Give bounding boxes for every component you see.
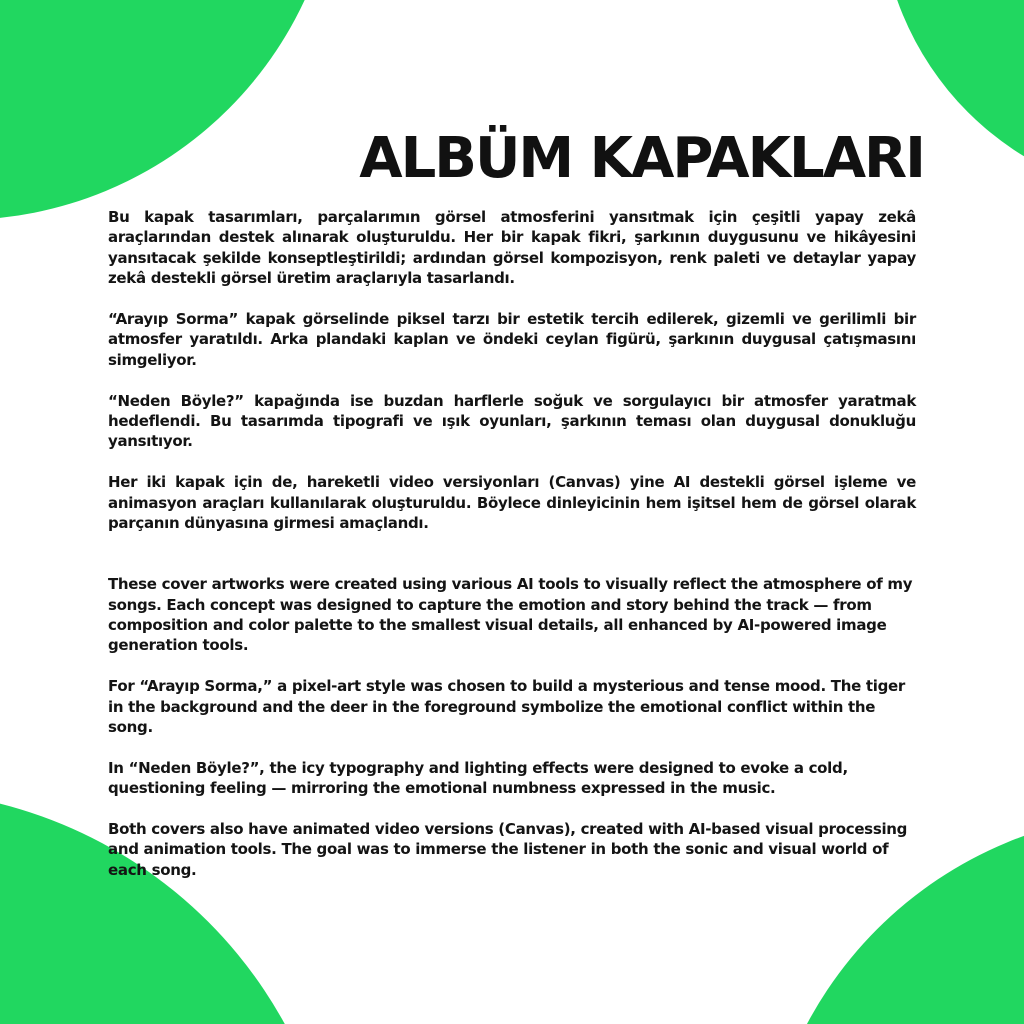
paragraph-en-canvas: Both covers also have animated video versions (Canvas), created with AI-based visual processing and animation tools. The goal was to immerse the listener in both the sonic and visual world of each song. [108,820,908,879]
paragraph-en-intro: These cover artworks were created using various AI tools to visually reflect the atmosphere of my songs. Each concept was designed to capture the emotion and story behind the track — from composition and color palette to the smallest visual details, all enhanced by AI-powered image generation tools. [108,575,913,655]
paragraph-en-neden-boyle: In “Neden Böyle?”, the icy typography and lighting effects were designed to evoke a cold, questioning feeling — mirroring the emotional numbness expressed in the music. [108,758,848,798]
page-title: ALBÜM KAPAKLARI [359,126,924,191]
decorative-green-circle-top-left [0,0,340,220]
description-body [108,207,916,901]
paragraph-en-arayip-sorma: For “Arayıp Sorma,” a pixel-art style was chosen to build a mysterious and tense mood. The tiger in the background and the deer in the foreground symbolize the emotional conflict within the song. [108,677,906,737]
language-divider-space [108,554,916,574]
paragraph-tr-arayip-sorma: “Arayıp Sorma” kapak görselinde piksel tarzı bir estetik tercih edilerek, gizemli ve gerilimli bir atmosfer yaratıldı. Arka plandaki kaplan ve öndeki ceylan figürü, şarkının duygusal çatışmasını simgeliyor. [108,310,916,369]
paragraph-tr-intro: Bu kapak tasarımları, parçalarımın görsel atmosferini yansıtmak için çeşitli yapay zekâ araçlarından destek alınarak oluşturuldu. Her bir kapak fikri, şarkının duygusunu ve hikâyesini yansıtacak şekilde konseptleştirildi; ardından görsel kompozisyon, renk paleti ve detaylar yapay zekâ destekli görsel üretim araçlarıyla tasarlandı. [108,208,916,288]
paragraph-tr-canvas: Her iki kapak için de, hareketli video versiyonları (Canvas) yine AI destekli görsel işleme ve animasyon araçları kullanılarak oluşturuldu. Böylece dinleyicinin hem işitsel hem de görsel olarak parçanın dünyasına girmesi amaçlandı. [108,473,916,533]
paragraph-tr-neden-boyle: “Neden Böyle?” kapağında ise buzdan harflerle soğuk ve sorgulayıcı bir atmosfer yaratmak hedeflendi. Bu tasarımda tipografi ve ışık oyunları, şarkının teması olan duygusal donukluğu yansıtıyor. [108,391,916,451]
